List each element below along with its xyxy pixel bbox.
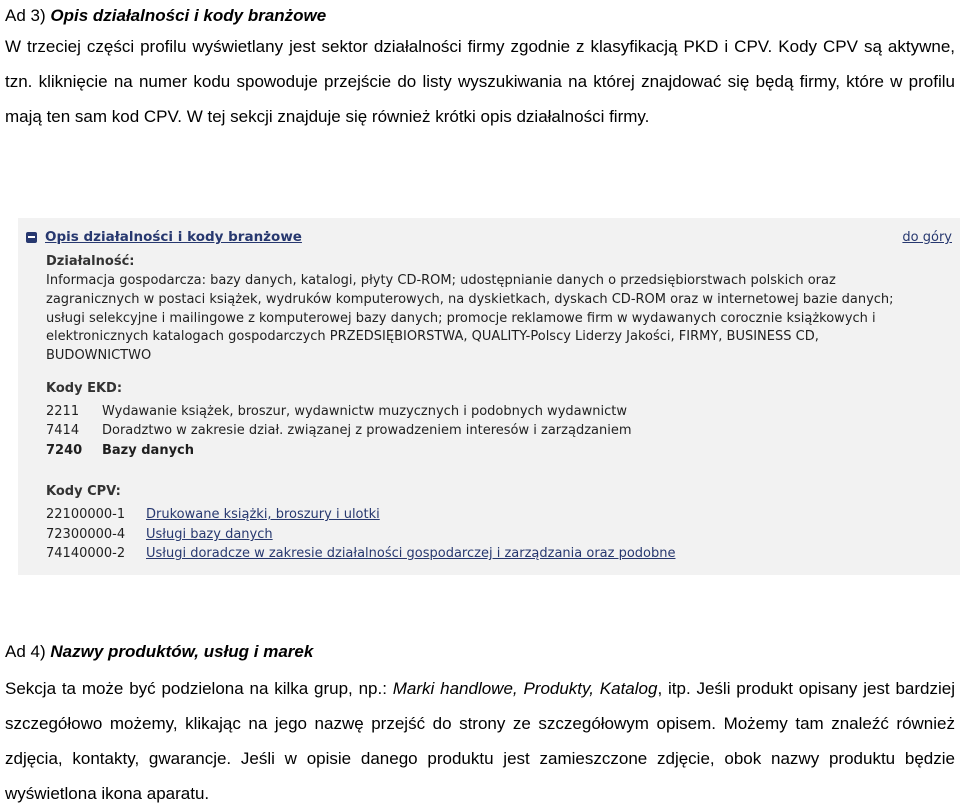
activity-label: Działalność: <box>46 254 135 269</box>
ekd-label: Kody EKD: <box>46 381 123 396</box>
cpv-label: Kody CPV: <box>46 484 121 499</box>
profile-section-header <box>26 228 302 246</box>
section-number: Ad 4) <box>5 642 46 661</box>
ekd-description: Wydawanie książek, broszur, wydawnictw muzycznych i podobnych wydawnictw <box>102 404 627 419</box>
cpv-row <box>46 507 380 526</box>
profile-section-title[interactable]: Opis działalności i kody branżowe <box>45 229 302 245</box>
cpv-row <box>46 527 273 546</box>
paragraph-text: Sekcja ta może być podzielona na kilka grup, np.: <box>5 679 393 698</box>
cpv-link[interactable]: Usługi doradcze w zakresie działalności gospodarczej i zarządzania oraz podobne <box>146 546 676 561</box>
cpv-link[interactable]: Usługi bazy danych <box>146 527 273 542</box>
paragraph-ad4 <box>5 671 955 811</box>
ekd-row <box>46 404 627 423</box>
activity-description: Informacja gospodarcza: bazy danych, katalogi, płyty CD-ROM; udostępnianie danych o przedsiębiorstwach polskich oraz zagranicznych w postaci książek, wydruków komputerowych, na dyskietkach, dyskach CD-ROM oraz w internetowej bazie danych; usługi selekcyjne i mailingowe z komputerowej bazy danych; promocje reklamowe firm w wydawanych corocznie książkowych i elektronicznych katalogach gospodarczych PRZEDSIĘBIORSTWA, QUALITY-Polscy Liderzy Jakości, FIRMY, BUSINESS CD, BUDOWNICTWO <box>46 273 894 364</box>
ekd-code: 7240 <box>46 443 83 458</box>
cpv-code[interactable]: 22100000-1 <box>46 507 126 522</box>
paragraph-italic-examples: Marki handlowe, Produkty, Katalog <box>392 679 658 698</box>
cpv-code[interactable]: 72300000-4 <box>46 527 126 542</box>
ekd-description: Doradztwo w zakresie dział. związanej z prowadzeniem interesów i zarządzaniem <box>102 423 632 438</box>
ekd-code: 7414 <box>46 423 80 438</box>
cpv-link[interactable]: Drukowane książki, broszury i ulotki <box>146 507 380 522</box>
paragraph-text: , itp. Jeśli produkt opisany jest bardziej szczegółowo możemy, klikając na jego nazwę przejść do strony ze szczegółowym opisem. Możemy tam znaleźć również zdjęcia, kontakty, gwarancje. Jeśli w opisie danego produktu jest zamieszczone zdjęcie, obok nazwy produktu będzie wyświetlona ikona aparatu. <box>5 679 955 803</box>
ekd-description: Bazy danych <box>102 443 195 458</box>
section-heading-ad3 <box>5 4 326 28</box>
ekd-row <box>46 423 632 442</box>
cpv-code[interactable]: 74140000-2 <box>46 546 126 561</box>
embedded-profile-screenshot <box>18 218 960 575</box>
section-number: Ad 3) <box>5 6 46 25</box>
section-title: Opis działalności i kody branżowe <box>50 6 327 25</box>
ekd-code: 2211 <box>46 404 80 419</box>
back-to-top-link[interactable]: do góry <box>902 230 952 245</box>
section-title: Nazwy produktów, usług i marek <box>50 642 314 661</box>
ekd-row <box>46 443 194 462</box>
cpv-row <box>46 546 675 565</box>
collapse-minus-icon[interactable] <box>26 232 37 243</box>
section-heading-ad4 <box>5 640 313 664</box>
paragraph-ad3: W trzeciej części profilu wyświetlany jest sektor działalności firmy zgodnie z klasyfikacją PKD i CPV. Kody CPV są aktywne, tzn. kliknięcie na numer kodu spowoduje przejście do listy wyszukiwania na której znajdować się będą firmy, które w profilu mają ten sam kod CPV. W tej sekcji znajduje się również krótki opis działalności firmy. <box>5 37 955 126</box>
